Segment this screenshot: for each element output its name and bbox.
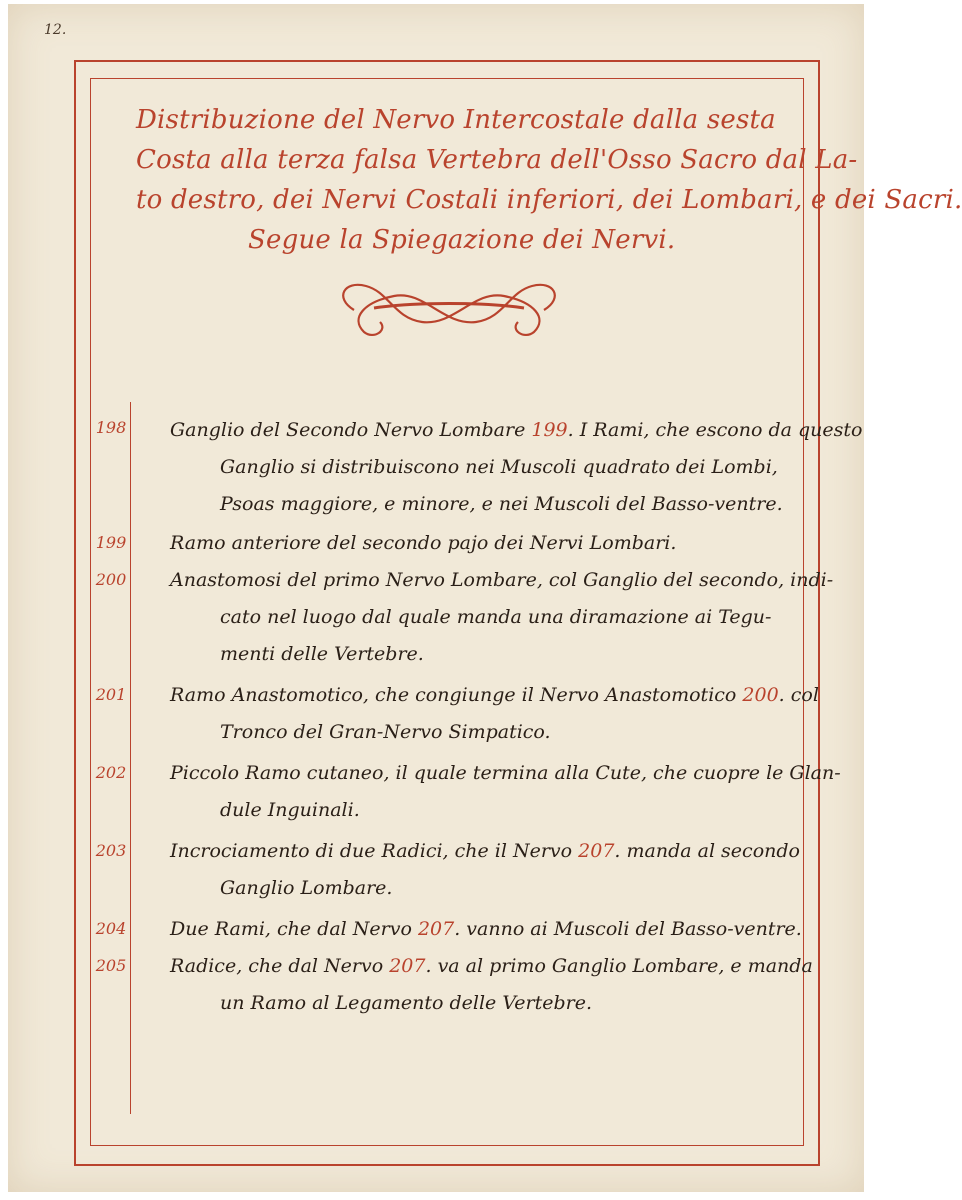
cross-reference: 207 — [389, 955, 426, 977]
title-line: Segue la Spiegazione dei Nervi. — [248, 225, 676, 255]
entry-text: Due Rami, che dal Nervo — [170, 918, 418, 940]
entry-number: 202 — [95, 763, 127, 782]
entry-203 — [94, 833, 800, 907]
manuscript-page — [8, 4, 962, 1192]
entry-line: Psoas maggiore, e minore, e nei Muscoli del Basso-ventre. — [220, 493, 783, 515]
title-line: Distribuzione del Nervo Intercostale dalla sesta — [136, 105, 776, 135]
entry-line: cato nel luogo dal quale manda una diramazione ai Tegu- — [220, 606, 772, 628]
cross-reference: 199 — [531, 419, 568, 441]
cross-reference: 200 — [742, 684, 779, 706]
entry-text: . va al primo Ganglio Lombare, e manda — [425, 955, 813, 977]
entry-line: Ganglio si distribuiscono nei Muscoli quadrato dei Lombi, — [220, 456, 778, 478]
entry-text: . vanno ai Muscoli del Basso-ventre. — [454, 918, 802, 940]
entry-number: 200 — [95, 570, 127, 589]
entry-number: 204 — [95, 919, 127, 938]
entry-line: Anastomosi del primo Nervo Lombare, col Ganglio del secondo, indi- — [170, 569, 834, 591]
entry-199 — [94, 525, 794, 562]
entry-line: Ganglio Lombare. — [220, 877, 393, 899]
entry-line: Tronco del Gran-Nervo Simpatico. — [220, 721, 551, 743]
entry-line: Piccolo Ramo cutaneo, il quale termina alla Cute, che cuopre le Glan- — [170, 762, 841, 784]
entry-200 — [94, 562, 834, 673]
entry-text: Incrociamento di due Radici, che il Nervo — [170, 840, 579, 862]
entry-line — [170, 948, 813, 985]
entry-text: . col — [778, 684, 819, 706]
entry-204 — [94, 911, 802, 948]
entry-201 — [94, 677, 819, 751]
entry-number: 198 — [95, 418, 127, 437]
entry-line — [170, 833, 800, 870]
entry-text: . I Rami, che escono da questo — [567, 419, 863, 441]
entry-205 — [94, 948, 813, 1022]
entry-text: . manda al secondo — [614, 840, 800, 862]
entry-number: 201 — [95, 685, 127, 704]
entry-line — [170, 412, 863, 449]
entry-number: 199 — [95, 533, 127, 552]
cross-reference: 207 — [578, 840, 615, 862]
entry-line: Ramo anteriore del secondo pajo dei Nervi Lombari. — [170, 532, 677, 554]
title-line: Costa alla terza falsa Vertebra dell'Osso Sacro dal La- — [136, 145, 858, 175]
entry-number: 205 — [95, 956, 127, 975]
page-number: 12. — [44, 22, 67, 38]
page-title — [136, 100, 962, 260]
cross-reference: 207 — [417, 918, 455, 940]
legend-entries — [94, 412, 863, 1022]
entry-202 — [94, 755, 841, 829]
entry-text: Ramo Anastomotico, che congiunge il Nervo Anastomotico — [170, 684, 743, 706]
entry-line: menti delle Vertebre. — [220, 643, 424, 665]
decorative-flourish — [334, 278, 564, 348]
entry-line — [170, 911, 802, 948]
entry-line: dule Inguinali. — [220, 799, 360, 821]
entry-number: 203 — [95, 841, 127, 860]
entry-text: Radice, che dal Nervo — [170, 955, 390, 977]
entry-line: un Ramo al Legamento delle Vertebre. — [220, 992, 593, 1014]
entry-198 — [94, 412, 863, 523]
entry-line — [170, 677, 819, 714]
entry-text: Ganglio del Secondo Nervo Lombare — [170, 419, 532, 441]
title-line: to destro, dei Nervi Costali inferiori, dei Lombari, e dei Sacri. — [136, 185, 962, 215]
